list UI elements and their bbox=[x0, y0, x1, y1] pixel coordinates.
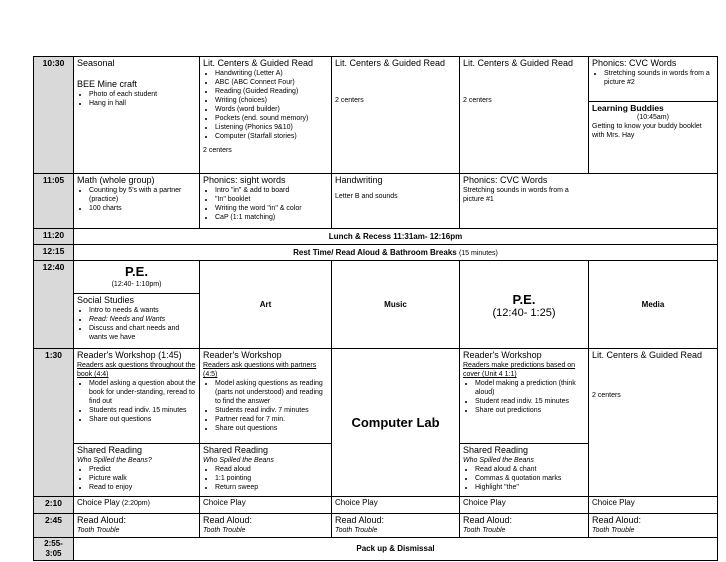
cell-subtitle: Social Studies bbox=[77, 295, 135, 305]
cell-time: (10:45am) bbox=[637, 114, 669, 121]
time-cell: 2:45 bbox=[34, 514, 74, 538]
list-item: • Reading (Guided Reading) bbox=[215, 87, 328, 96]
row-245 bbox=[34, 514, 718, 538]
cell-objective: Readers make predictions based on cover (Unit 4 1:1) bbox=[463, 362, 576, 378]
read-aloud-label: Read Aloud: bbox=[203, 515, 253, 525]
lunch-banner: Lunch & Recess 11:31am- 12:16pm bbox=[74, 229, 718, 245]
cell-subtitle: BEE Mine craft bbox=[77, 79, 138, 89]
cell-readers-workshop bbox=[460, 349, 589, 497]
cell-media: Media bbox=[589, 261, 718, 349]
bullet-list bbox=[203, 69, 328, 141]
bullet-list bbox=[203, 379, 328, 433]
choice-note: (2:20pm) bbox=[121, 500, 150, 507]
time-cell: 12:15 bbox=[34, 245, 74, 261]
list-item: • Predict bbox=[89, 465, 196, 474]
list-item: • Listening (Phonics 9&10) bbox=[215, 123, 328, 132]
cell-pe-social bbox=[74, 261, 200, 349]
cell-footnote: 2 centers bbox=[463, 97, 492, 104]
list-item: • Handwriting (Letter A) bbox=[215, 69, 328, 78]
cell-subtitle: Shared Reading bbox=[463, 445, 529, 455]
list-item: • Share out questions bbox=[215, 424, 328, 433]
list-item: • Students read indiv. 7 minutes bbox=[215, 406, 328, 415]
cell-title: P.E. bbox=[125, 264, 148, 279]
book-title: Tooth Trouble bbox=[463, 527, 506, 534]
list-item: • Picture walk bbox=[89, 474, 196, 483]
book-title: Who Spilled the Beans bbox=[203, 457, 274, 464]
row-210 bbox=[34, 497, 718, 514]
cell-title: Reader's Workshop bbox=[463, 350, 542, 360]
list-item: • Commas & quotation marks bbox=[475, 474, 585, 483]
cell-art: Art bbox=[200, 261, 332, 349]
cell-title: Reader's Workshop (1:45) bbox=[77, 350, 182, 360]
list-item: • Hang in hall bbox=[89, 99, 196, 108]
row-1120 bbox=[34, 229, 718, 245]
read-aloud-label: Read Aloud: bbox=[335, 515, 385, 525]
list-item: • 100 charts bbox=[89, 204, 196, 213]
dismissal-banner: Pack up & Dismissal bbox=[74, 538, 718, 561]
cell-title: P.E. bbox=[512, 291, 536, 307]
list-item: • Share out questions bbox=[89, 415, 196, 424]
cell-choice-play: Choice Play bbox=[460, 497, 589, 514]
list-item: • Share out predictions bbox=[475, 406, 585, 415]
book-title: Tooth Trouble bbox=[335, 527, 378, 534]
cell-phonics-cvc bbox=[460, 174, 718, 229]
cell-text: Getting to know your buddy booklet with Mrs. Hay bbox=[592, 123, 702, 139]
row-1240 bbox=[34, 261, 718, 349]
cell-math bbox=[74, 174, 200, 229]
cell-readers-workshop bbox=[74, 349, 200, 497]
row-130 bbox=[34, 349, 718, 497]
row-255 bbox=[34, 538, 718, 561]
list-item: • Read aloud & chant bbox=[475, 465, 585, 474]
list-item: • Computer (Starfall stories) bbox=[215, 132, 328, 141]
cell-lit-centers bbox=[200, 57, 332, 174]
time-cell: 1:30 bbox=[34, 349, 74, 497]
time-cell: 11:20 bbox=[34, 229, 74, 245]
list-item: • Highlight "the" bbox=[475, 483, 585, 492]
cell-music: Music bbox=[332, 261, 460, 349]
bullet-list bbox=[463, 379, 585, 415]
row-1215 bbox=[34, 245, 718, 261]
cell-objective: Readers ask questions throughout the book (4:4) bbox=[77, 362, 196, 378]
cell-text: Stretching sounds in words from a picture #1 bbox=[463, 187, 569, 203]
cell-subtitle: Learning Buddies bbox=[592, 103, 664, 113]
bullet-list bbox=[77, 90, 196, 108]
row-1030 bbox=[34, 57, 718, 174]
book-title: Who Spilled the Beans? bbox=[77, 457, 152, 464]
cell-objective: Readers ask questions with partners (4:5) bbox=[203, 362, 317, 378]
cell-title: Handwriting bbox=[335, 175, 383, 185]
cell-choice-play bbox=[74, 497, 200, 514]
schedule-table bbox=[33, 56, 718, 561]
choice-label: Choice Play bbox=[77, 498, 120, 507]
bullet-list bbox=[77, 306, 196, 342]
list-item: • Model making a prediction (think aloud) bbox=[475, 379, 585, 397]
row-1105 bbox=[34, 174, 718, 229]
cell-choice-play: Choice Play bbox=[589, 497, 718, 514]
list-item: • Pockets (end. sound memory) bbox=[215, 114, 328, 123]
list-item: • Intro to needs & wants bbox=[89, 306, 196, 315]
bullet-list bbox=[77, 465, 196, 492]
cell-lit-centers bbox=[460, 57, 589, 174]
cell-title: Lit. Centers & Guided Read bbox=[335, 58, 446, 68]
list-item: • Writing the word "in" & color bbox=[215, 204, 328, 213]
list-item: • Words (word builder) bbox=[215, 105, 328, 114]
cell-title: Phonics: sight words bbox=[203, 175, 286, 185]
cell-footnote: 2 centers bbox=[203, 147, 232, 154]
list-item: • Intro "in" & add to board bbox=[215, 186, 328, 195]
cell-subtitle: Shared Reading bbox=[77, 445, 143, 455]
list-item: • Read to enjoy bbox=[89, 483, 196, 492]
cell-handwriting bbox=[332, 174, 460, 229]
list-item: • ABC (ABC Connect Four) bbox=[215, 78, 328, 87]
list-item: • Model asking a question about the book for under-standing, reread to find out bbox=[89, 379, 196, 406]
rest-note: (15 minutes) bbox=[458, 249, 498, 257]
cell-footnote: 2 centers bbox=[335, 97, 364, 104]
cell-time: (12:40- 1:10pm) bbox=[111, 281, 162, 288]
cell-title: Math (whole group) bbox=[77, 175, 155, 185]
list-item: • Partner read for 7 min. bbox=[215, 415, 328, 424]
list-item: • Return sweep bbox=[215, 483, 328, 492]
time-cell: 2:10 bbox=[34, 497, 74, 514]
cell-title: Seasonal bbox=[77, 58, 115, 68]
cell-lit-centers bbox=[589, 349, 718, 497]
bullet-list bbox=[203, 465, 328, 492]
bullet-list bbox=[77, 186, 196, 213]
cell-phonics bbox=[589, 57, 718, 174]
rest-label: Rest Time/ Read Aloud & Bathroom Breaks bbox=[293, 247, 457, 257]
list-item: • 1:1 pointing bbox=[215, 474, 328, 483]
cell-text: Letter B and sounds bbox=[335, 193, 398, 200]
cell-footnote: 2 centers bbox=[592, 392, 621, 399]
book-title: Who Spilled the Beans bbox=[463, 457, 534, 464]
list-item: • "In" booklet bbox=[215, 195, 328, 204]
bullet-list bbox=[463, 465, 585, 492]
rest-banner bbox=[74, 245, 718, 261]
cell-choice-play: Choice Play bbox=[332, 497, 460, 514]
cell-computer-lab: Computer Lab bbox=[332, 349, 460, 497]
cell-pe bbox=[460, 261, 589, 349]
book-title: Tooth Trouble bbox=[592, 527, 635, 534]
time-cell: 12:40 bbox=[34, 261, 74, 349]
time-cell: 10:30 bbox=[34, 57, 74, 174]
cell-title: Lit. Centers & Guided Read bbox=[463, 58, 574, 68]
cell-read-aloud bbox=[332, 514, 460, 538]
list-item: • Student read indiv. 15 minutes bbox=[475, 397, 585, 406]
list-item: • CaP (1:1 matching) bbox=[215, 213, 328, 222]
learning-buddies-block bbox=[589, 101, 717, 141]
cell-title: Phonics: CVC Words bbox=[463, 175, 548, 185]
cell-title: Phonics: CVC Words bbox=[592, 58, 677, 68]
cell-choice-play: Choice Play bbox=[200, 497, 332, 514]
cell-phonics bbox=[200, 174, 332, 229]
time-cell: 2:55- 3:05 bbox=[34, 538, 74, 561]
read-aloud-label: Read Aloud: bbox=[592, 515, 642, 525]
list-item: • Counting by 5's with a partner (practice) bbox=[89, 186, 196, 204]
read-aloud-label: Read Aloud: bbox=[463, 515, 513, 525]
cell-time: (12:40- 1:25) bbox=[492, 306, 556, 319]
book-title: Tooth Trouble bbox=[203, 527, 246, 534]
list-item: • Discuss and chart needs and wants we have bbox=[89, 324, 196, 342]
list-item: • Photo of each student bbox=[89, 90, 196, 99]
bullet-list bbox=[592, 69, 714, 87]
list-item: • Stretching sounds in words from a picture #2 bbox=[604, 69, 714, 87]
list-item: • Read aloud bbox=[215, 465, 328, 474]
bullet-list bbox=[77, 379, 196, 424]
cell-read-aloud bbox=[200, 514, 332, 538]
cell-read-aloud bbox=[589, 514, 718, 538]
book-title: Tooth Trouble bbox=[77, 527, 120, 534]
cell-read-aloud bbox=[74, 514, 200, 538]
time-cell: 11:05 bbox=[34, 174, 74, 229]
cell-title: Lit. Centers & Guided Read bbox=[592, 350, 703, 360]
list-item: • Writing (choices) bbox=[215, 96, 328, 105]
list-item: • Read: Needs and Wants bbox=[89, 315, 196, 324]
cell-seasonal bbox=[74, 57, 200, 174]
cell-title: Reader's Workshop bbox=[203, 350, 282, 360]
cell-read-aloud bbox=[460, 514, 589, 538]
cell-subtitle: Shared Reading bbox=[203, 445, 269, 455]
cell-readers-workshop bbox=[200, 349, 332, 497]
list-item: • Students read indiv. 15 minutes bbox=[89, 406, 196, 415]
cell-title: Lit. Centers & Guided Read bbox=[203, 58, 314, 68]
list-item: • Model asking questions as reading (parts not understood) and reading to find the answer bbox=[215, 379, 328, 406]
bullet-list bbox=[203, 186, 328, 222]
read-aloud-label: Read Aloud: bbox=[77, 515, 127, 525]
cell-lit-centers bbox=[332, 57, 460, 174]
